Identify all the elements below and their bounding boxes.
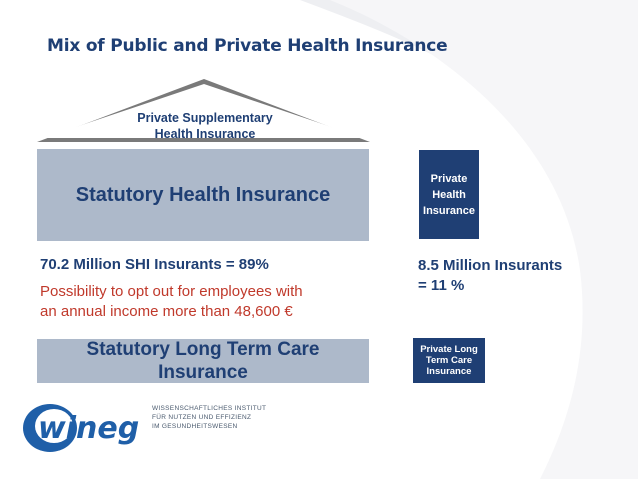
logo-sub-line1: WISSENSCHAFTLICHES INSTITUT bbox=[152, 405, 267, 412]
private-supplementary-label bbox=[100, 110, 310, 142]
logo-subtitle bbox=[152, 404, 292, 431]
roof-label-line2: Health Insurance bbox=[154, 127, 256, 141]
phi-label-line1: Private bbox=[430, 172, 468, 185]
opt-out-line2: an annual income more than 48,600 € bbox=[40, 303, 293, 320]
shi-insurants-count: 70.2 Million SHI Insurants = 89% bbox=[40, 256, 269, 273]
statutory-health-insurance-box bbox=[37, 149, 369, 241]
pltc-label-line3: Insurance bbox=[426, 366, 472, 377]
phi-count-line2: = 11 % bbox=[418, 277, 465, 294]
roof-label-line1: Private Supplementary bbox=[137, 111, 273, 125]
phi-insurants-count bbox=[418, 256, 608, 296]
phi-label-line3: Insurance bbox=[423, 204, 475, 217]
svg-text:wineg: wineg bbox=[38, 411, 140, 446]
opt-out-note bbox=[40, 282, 370, 322]
statutory-long-term-care-box bbox=[37, 339, 369, 383]
pltc-label-line1: Private Long bbox=[420, 344, 478, 355]
ltc-label-line2: Insurance bbox=[158, 362, 248, 383]
logo-sub-line3: IM GESUNDHEITSWESEN bbox=[152, 423, 238, 430]
phi-count-line1: 8.5 Million Insurants bbox=[418, 257, 563, 274]
phi-label-line2: Health bbox=[432, 188, 466, 201]
slide-title: Mix of Public and Private Health Insurance bbox=[47, 36, 448, 56]
statutory-health-insurance-label: Statutory Health Insurance bbox=[75, 183, 331, 206]
wineg-logo bbox=[20, 392, 150, 458]
private-health-insurance-box bbox=[419, 150, 479, 239]
pltc-label-line2: Term Care bbox=[425, 355, 473, 366]
logo-sub-line2: FÜR NUTZEN UND EFFIZIENZ bbox=[152, 414, 252, 421]
opt-out-line1: Possibility to opt out for employees with bbox=[40, 283, 303, 300]
ltc-label-line1: Statutory Long Term Care bbox=[86, 339, 320, 360]
private-long-term-care-box bbox=[413, 338, 485, 383]
